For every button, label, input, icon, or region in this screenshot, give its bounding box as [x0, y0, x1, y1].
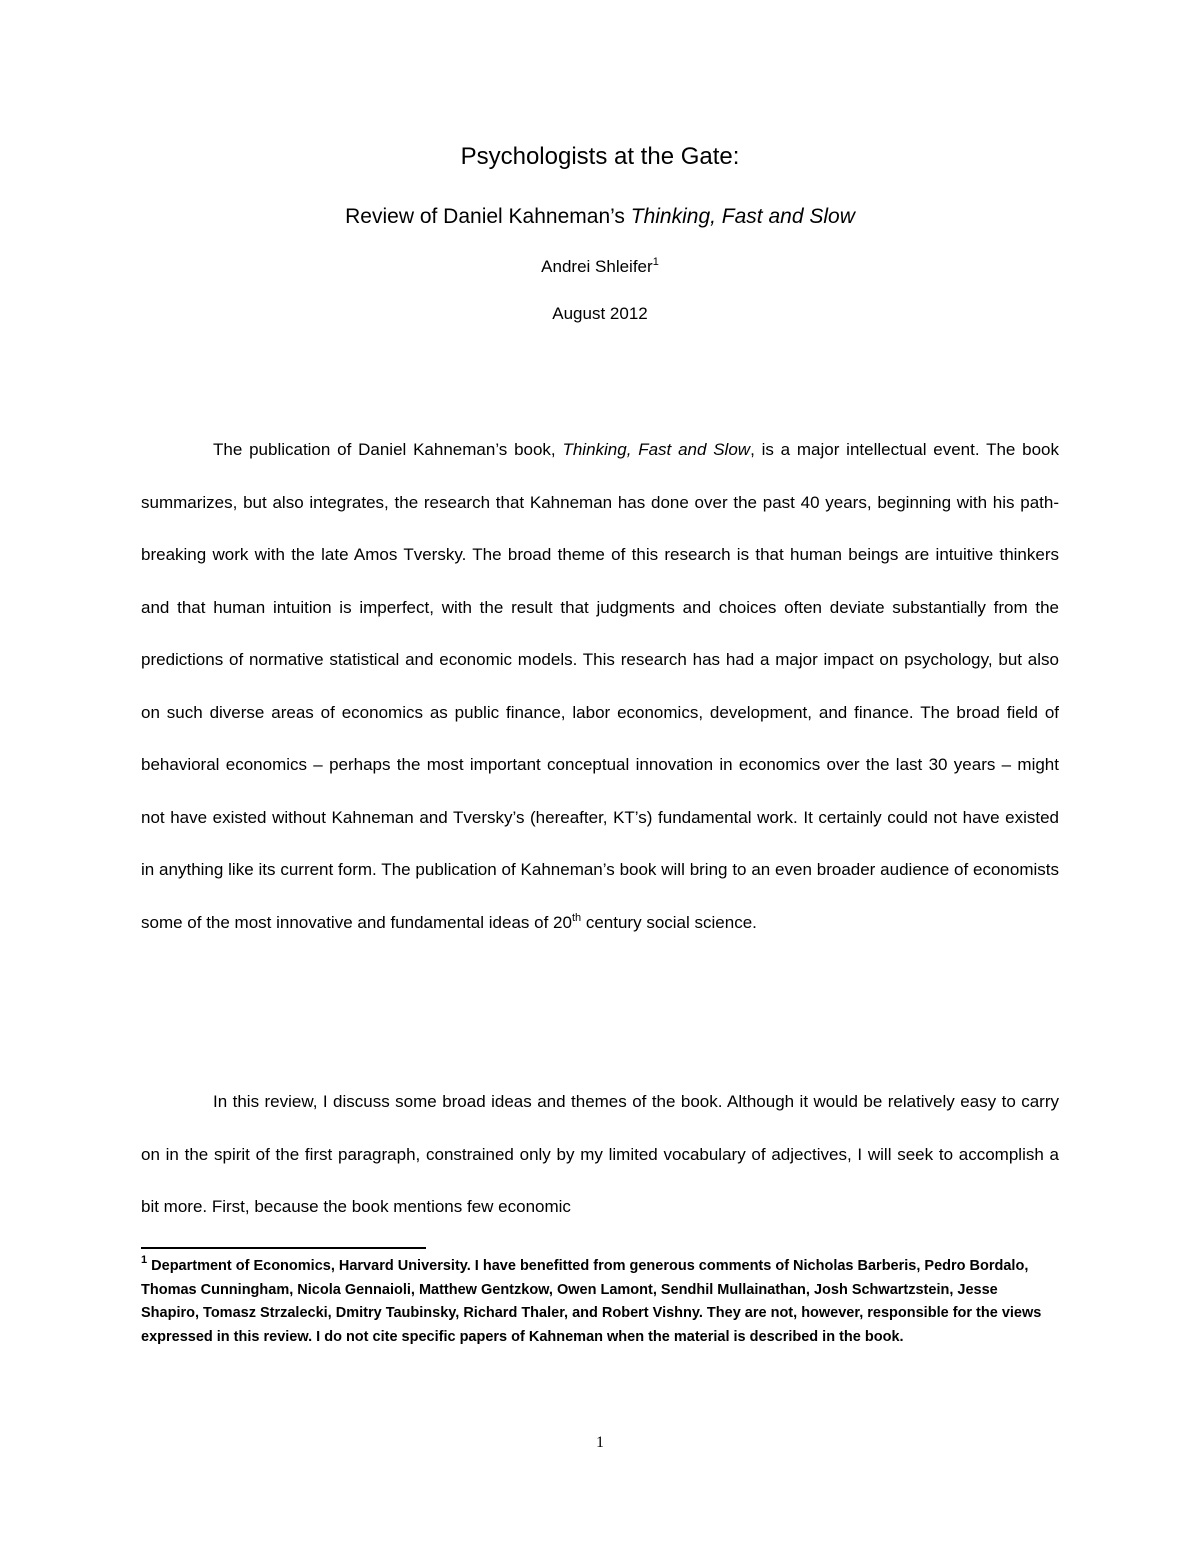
footnote-mark: 1 — [141, 1254, 148, 1266]
page-number: 1 — [596, 1434, 604, 1451]
footnote — [141, 1255, 1059, 1349]
paper-subtitle — [0, 202, 1200, 232]
paragraph1-part1: The publication of Daniel Kahneman’s book, — [213, 440, 563, 459]
body-paragraph-1 — [141, 424, 1059, 949]
paper-title: Psychologists at the Gate: — [460, 143, 740, 170]
paper-date: August 2012 — [552, 304, 648, 323]
ordinal-superscript: th — [571, 911, 582, 924]
subtitle-book-title: Thinking, Fast and Slow — [630, 205, 855, 228]
author-name: Andrei Shleifer — [541, 257, 653, 276]
footnote-text: Department of Economics, Harvard University. I have benefitted from generous comments of Nicholas Barberis, Pedro Bordalo, Thomas Cunningham, Nicola Gennaioli, Matthew Gentzkow, Owen Lamont, Sendhil Mullainathan, Josh Schwartzstein, Jesse Shapiro, Tomasz Strzalecki, Dmitry Taubinsky, Richard Thaler, and Robert Vishny. They are not, however, responsible for the views expressed in this review. I do not cite specific papers of Kahneman when the material is described in the book. — [141, 1258, 1042, 1345]
paragraph1-book-title: Thinking, Fast and Slow — [562, 440, 751, 459]
footnote-divider — [141, 1247, 426, 1249]
paragraph1-part2: , is a major intellectual event. The book summarizes, but also integrates, the research that Kahneman has done over the past 40 years, beginning with his path-breaking work with the late Amos Tversky. The broad theme of this research is that human beings are intuitive thinkers and that human intuition is imperfect, with the result that judgments and choices often deviate substantially from the predictions of normative statistical and economic models. This research has had a major impact on psychology, but also on such diverse areas of economics as public finance, labor economics, development, and finance. The broad field of behavioral economics – perhaps the most important conceptual innovation in economics over the last 30 years – might not have existed without Kahneman and Tversky’s (hereafter, KT’s) fundamental work. It certainly could not have existed in anything like its current form. The publication of Kahneman’s book will bring to an even broader audience of economists some of the most innovative and fundamental ideas of 20 — [141, 440, 1060, 932]
body-paragraph-2: In this review, I discuss some broad ideas and themes of the book. Although it would be relatively easy to carry on in the spirit of the first paragraph, constrained only by my limited vocabulary of adjectives, I will seek to accomplish a bit more. First, because the book mentions few economic — [141, 1092, 1059, 1216]
paragraph1-part3: century social science. — [581, 912, 757, 932]
subtitle-prefix: Review of Daniel Kahneman’s — [345, 205, 631, 228]
author-line — [0, 255, 1200, 279]
author-footnote-mark: 1 — [652, 256, 659, 268]
